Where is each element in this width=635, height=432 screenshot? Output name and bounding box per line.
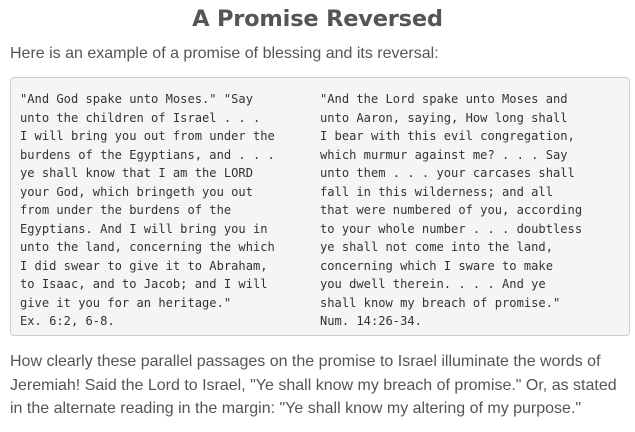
- intro-paragraph: Here is an example of a promise of blessing and its reversal:: [10, 45, 439, 62]
- numbers-passage: "And the Lord spake unto Moses and unto Aaron, saying, How long shall I bear with this evil congregation, which murmur against me? . . . Say unto them . . . your carcases shall fall in this wilderness; and all that were numbered of you, according to your whole number . . . doubtless ye shall not come into the land, concerning which I sware to make you dwell therein. . . . And ye shall know my breach of promise." Num. 14:26-34.: [320, 92, 583, 328]
- exodus-passage: "And God spake unto Moses." "Say unto the children of Israel . . . I will bring you out from under the burdens of the Egyptians, and . . . ye shall know that I am the LORD your God, which bringeth you out from under the burdens of the Egyptians. And I will bring you in unto the land, concerning the which I did swear to give it to Abraham, to Isaac, and to Jacob; and I will give it you for an heritage." Ex. 6:2, 6-8.: [20, 92, 275, 328]
- closing-paragraph: How clearly these parallel passages on the promise to Israel illuminate the words of Jeremiah! Said the Lord to Israel, "Ye shall know my breach of promise." Or, as stated in the alternate reading in the margin: "Ye shall know my altering of my purpose.": [10, 353, 617, 417]
- article-title: A Promise Reversed: [192, 6, 443, 32]
- parallel-passages-box: [10, 77, 630, 336]
